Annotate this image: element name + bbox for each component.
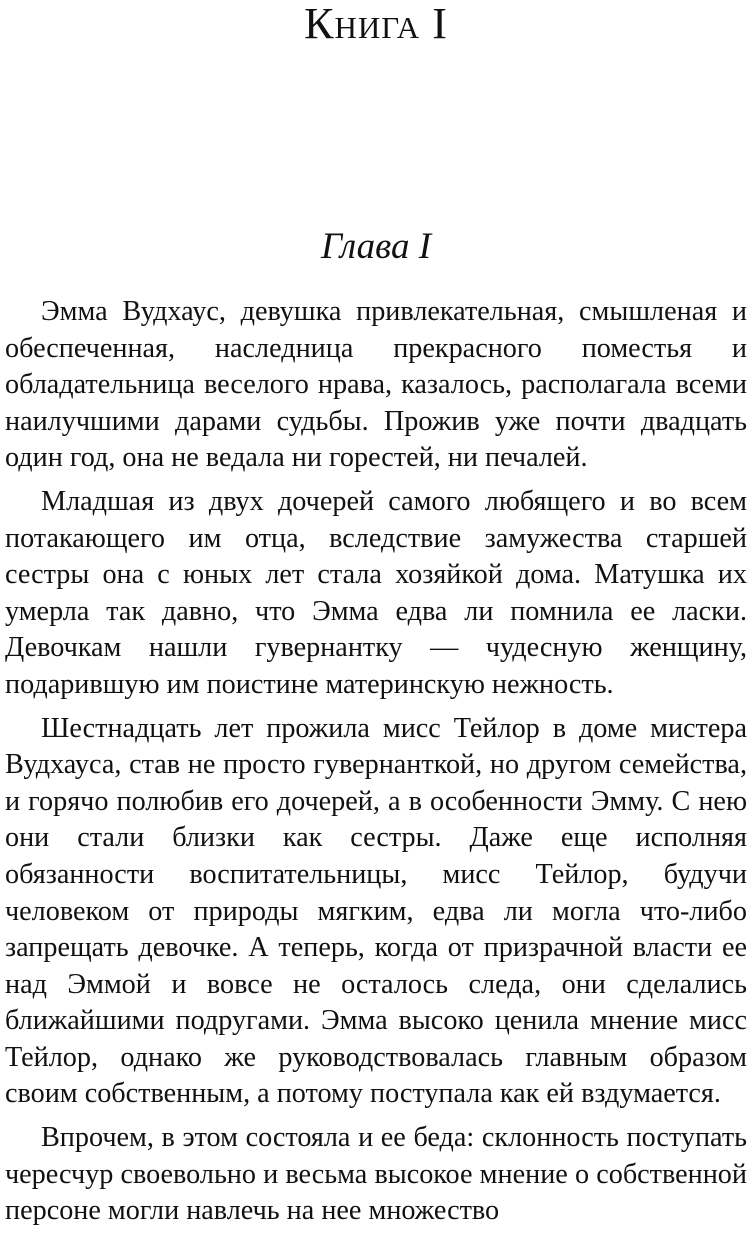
paragraph-4: Впрочем, в этом состояла и ее беда: склонность поступать чересчур своевольно и весьма высокое мнение о собственной персоне могли навлечь на нее множество [5, 1122, 747, 1227]
paragraph-2: Младшая из двух дочерей самого любящего и во всем потакающего им отца, вследствие замужества старшей сестры она с юных лет стала хозяйкой дома. Матушка их умерла так давно, что Эмма едва ли помнила ее ласки. Девочкам нашли гувернантку — чудесную женщину, подарившую им поистине материнскую нежность. [5, 485, 747, 700]
paragraph-1: Эмма Вудхаус, девушка привлекательная, смышленая и обеспеченная, наследница прекрасного поместья и обладательница веселого нрава, казалось, располагала всеми наилучшими дарами судьбы. Прожив уже почти двадцать один год, она не ведала ни горестей, ни печалей. [5, 296, 747, 474]
paragraph-3: Шестнадцать лет прожила мисс Тейлор в доме мистера Вудхауса, став не просто гувернанткой, но другом семейства, и горячо полюбив его дочерей, а в особенности Эмму. С нею они стали близки как сестры. Даже еще исполняя обязанности воспитательницы, мисс Тейлор, будучи человеком от природы мягким, едва ли могла что-либо запрещать девочке. А теперь, когда от призрачной власти ее над Эммой и вовсе не осталось следа, они сделались ближайшими подругами. Эмма высоко ценила мнение мисс Тейлор, однако же руководствовалась главным образом своим собственным, а потому поступала как ей вздумается. [5, 712, 747, 1110]
chapter-body [5, 294, 747, 1237]
chapter-title: Глава I [320, 226, 432, 267]
book-title: Книга I [304, 0, 448, 48]
